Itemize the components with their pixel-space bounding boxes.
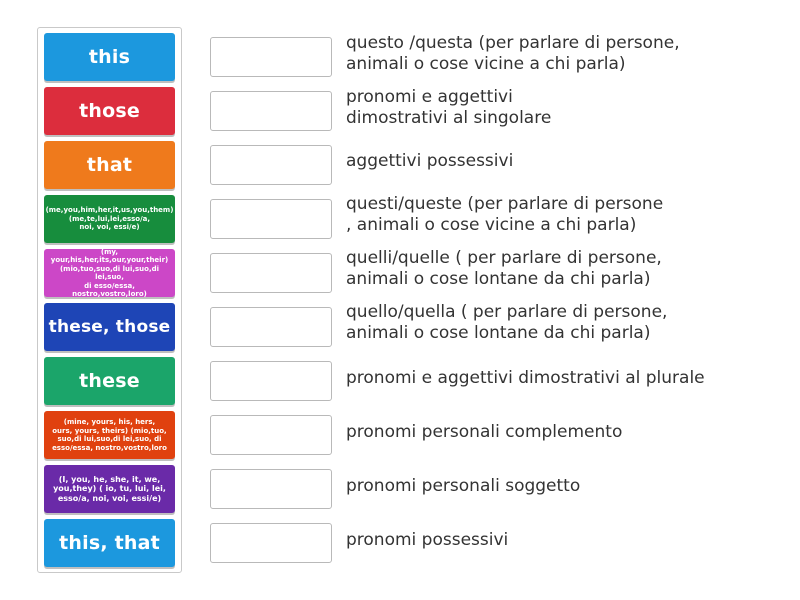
clue-1: questo /questa (per parlare di persone, animali o cose vicine a chi parla) — [346, 33, 680, 74]
clue-6: quello/quella ( per parlare di persone, animali o cose lontane da chi parla) — [346, 302, 668, 343]
answer-slot-5[interactable] — [210, 253, 332, 293]
clue-10: pronomi possessivi — [346, 530, 509, 550]
tile-these[interactable]: these — [44, 357, 175, 405]
tile-possessive-pronouns[interactable]: (mine, yours, his, hers, ours, yours, theirs) (mio,tuo, suo,di lui,suo,di lei,suo, di esso/essa, nostro,vostro,loro — [44, 411, 175, 459]
tile-this[interactable]: this — [44, 33, 175, 81]
tile-these-those[interactable]: these, those — [44, 303, 175, 351]
answer-slot-6[interactable] — [210, 307, 332, 347]
tile-panel — [37, 27, 182, 573]
clue-4: questi/queste (per parlare di persone , animali o cose vicine a chi parla) — [346, 194, 664, 235]
clue-8: pronomi personali complemento — [346, 422, 623, 442]
answer-slot-10[interactable] — [210, 523, 332, 563]
answer-slot-2[interactable] — [210, 91, 332, 131]
answer-slot-8[interactable] — [210, 415, 332, 455]
tile-subject-pronouns[interactable]: (I, you, he, she, it, we, you,they) ( io, tu, lui, lei, esso/a, noi, voi, essi/e) — [44, 465, 175, 513]
answer-slot-9[interactable] — [210, 469, 332, 509]
clue-5: quelli/quelle ( per parlare di persone, animali o cose lontane da chi parla) — [346, 248, 662, 289]
tile-object-pronouns[interactable]: (me,you,him,her,it,us,you,them) (me,te,lui,lei,esso/a, noi, voi, essi/e) — [44, 195, 175, 243]
tile-that[interactable]: that — [44, 141, 175, 189]
answer-slot-4[interactable] — [210, 199, 332, 239]
clue-9: pronomi personali soggetto — [346, 476, 581, 496]
answer-slot-7[interactable] — [210, 361, 332, 401]
tile-those[interactable]: those — [44, 87, 175, 135]
answer-slot-1[interactable] — [210, 37, 332, 77]
answer-slot-3[interactable] — [210, 145, 332, 185]
clue-2: pronomi e aggettivi dimostrativi al singolare — [346, 87, 552, 128]
clue-7: pronomi e aggettivi dimostrativi al plurale — [346, 368, 705, 388]
tile-possessive-adjectives[interactable]: (my, your,his,her,its,our,your,their) (mio,tuo,suo,di lui,suo,di lei,suo, di esso/essa, nostro,vostro,loro) — [44, 249, 175, 297]
tile-this-that[interactable]: this, that — [44, 519, 175, 567]
clue-3: aggettivi possessivi — [346, 151, 514, 171]
